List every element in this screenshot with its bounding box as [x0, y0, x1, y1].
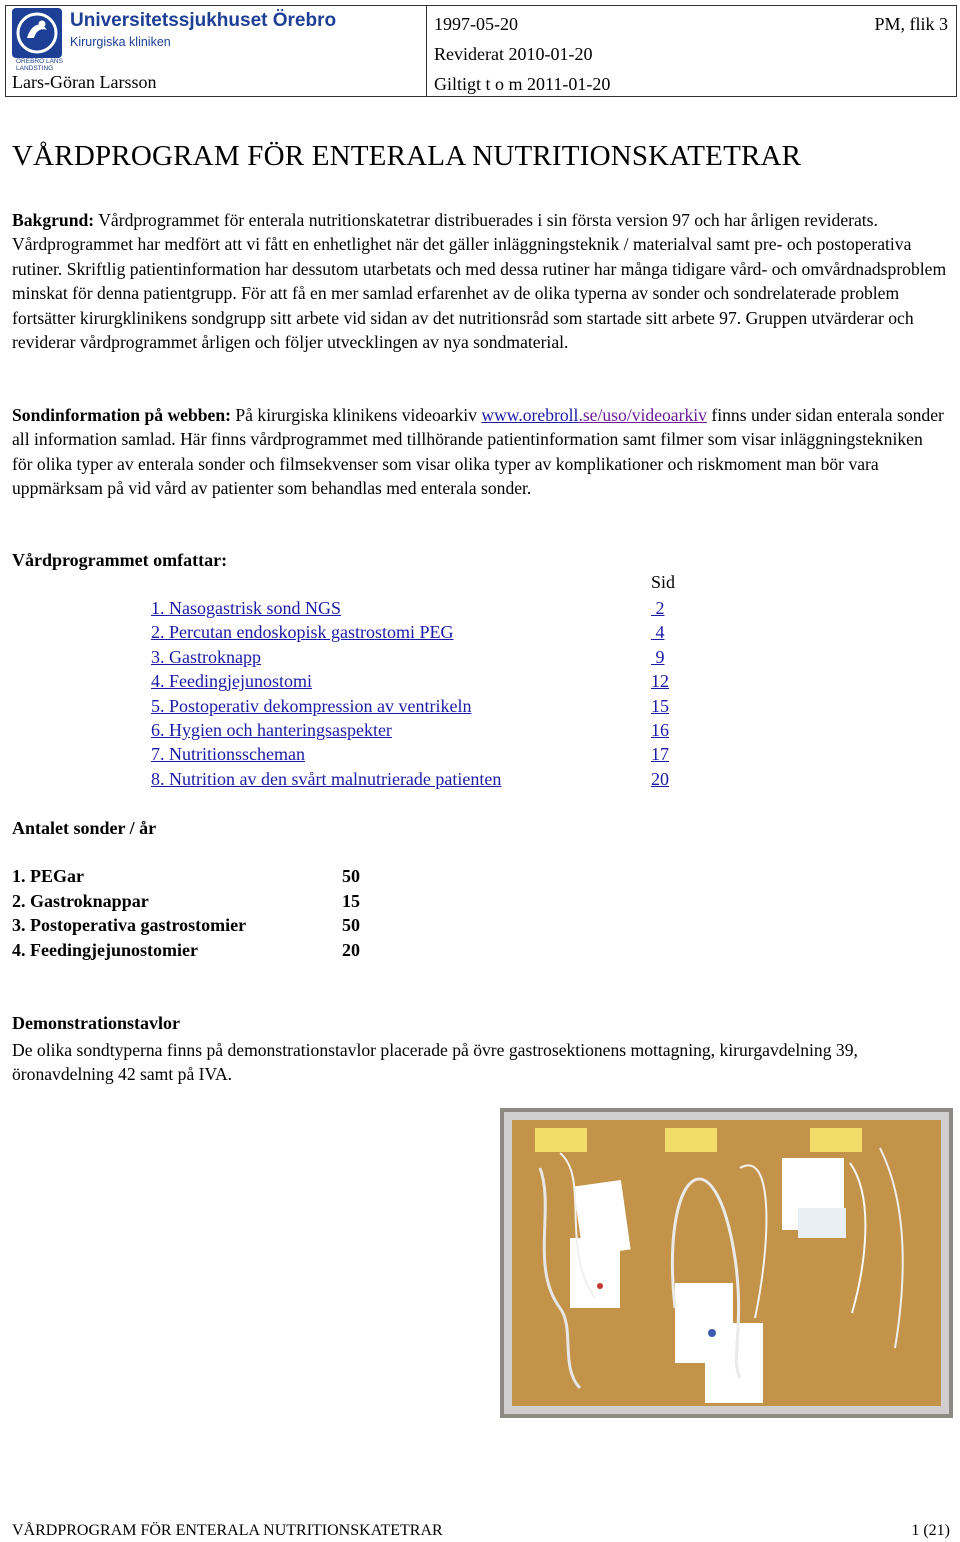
demonstration-board-photo: [500, 1108, 953, 1418]
toc-item-link[interactable]: 2. Percutan endoskopisk gastrostomi PEG: [151, 622, 454, 643]
counts-heading: Antalet sonder / år: [12, 818, 157, 838]
videoarkiv-link-path[interactable]: .se/uso/videoarkiv: [578, 405, 707, 425]
toc-item-page[interactable]: 17: [651, 744, 669, 765]
web-info-label: Sondinformation på webben:: [12, 405, 231, 425]
connector-blue: [708, 1329, 716, 1337]
toc-item[interactable]: [151, 720, 691, 744]
toc-item-page[interactable]: 15: [651, 695, 669, 716]
web-info-text-after: finns under sidan enterala sonder all information samlad. Här finns vårdprogrammet med tillhörande patientinformation samt filmer som visar inläggningstekniken för olika typer av enterala sonder och filmsekvenser som visar olika typer av komplikationer och riskmoment man bör vara uppmärksam på vid vård av patienter som behandlas med enterala sonder.: [12, 405, 944, 499]
toc-item-page[interactable]: 9: [651, 646, 665, 667]
revised-date: Reviderat 2010-01-20: [434, 44, 593, 64]
count-label: 1. PEGar: [12, 866, 84, 886]
toc-item[interactable]: [151, 647, 691, 671]
count-label: 2. Gastroknappar: [12, 890, 149, 911]
count-value: 50: [342, 866, 360, 886]
org-name: Universitetssjukhuset Örebro: [70, 10, 337, 31]
header-divider: [426, 6, 427, 96]
toc-item-link[interactable]: 4. Feedingjejunostomi: [151, 671, 312, 692]
web-info-text-before: På kirurgiska klinikens videoarkiv: [231, 405, 482, 425]
toc-item[interactable]: [151, 696, 691, 720]
demo-heading: Demonstrationstavlor: [12, 1013, 180, 1033]
background-label: Bakgrund:: [12, 210, 95, 230]
footer-page-number: 1 (21): [911, 1522, 950, 1539]
count-row: [12, 891, 412, 916]
toc-item-page[interactable]: 12: [651, 671, 669, 692]
logo-emblem-icon: [12, 8, 62, 58]
toc-item[interactable]: [151, 598, 691, 622]
count-value: 20: [342, 939, 360, 960]
web-info-paragraph: [12, 403, 947, 501]
count-label: 4. Feedingjejunostomier: [12, 939, 198, 960]
toc-item-page[interactable]: 20: [651, 768, 669, 789]
toc-item-link[interactable]: 6. Hygien och hanteringsaspekter: [151, 720, 392, 740]
videoarkiv-link-domain[interactable]: www.orebroll: [481, 405, 579, 425]
footer-title: VÅRDPROGRAM FÖR ENTERALA NUTRITIONSKATETRAR: [12, 1522, 443, 1539]
toc-item-link[interactable]: 5. Postoperativ dekompression av ventrikeln: [151, 695, 472, 716]
count-label: 3. Postoperativa gastrostomier: [12, 915, 247, 935]
toc-item-page[interactable]: 16: [651, 720, 669, 740]
toc-item[interactable]: [151, 622, 691, 646]
count-row: [12, 915, 412, 940]
toc-item-page[interactable]: 2: [651, 598, 665, 618]
toc-item[interactable]: [151, 671, 691, 695]
document-date: 1997-05-20: [434, 14, 518, 34]
toc-item-page[interactable]: 4: [651, 622, 665, 643]
count-value: 15: [342, 890, 360, 911]
connector-red: [597, 1283, 603, 1289]
hospital-logo: [12, 8, 422, 72]
count-value: 50: [342, 915, 360, 935]
document-header: [5, 5, 957, 97]
clinic-name: Kirurgiska kliniken: [70, 35, 171, 49]
toc-item-link[interactable]: 3. Gastroknapp: [151, 646, 261, 667]
landsting-line-2: LANDSTING: [16, 65, 54, 72]
valid-until-date: Giltigt t o m 2011-01-20: [434, 74, 611, 94]
count-row: [12, 866, 412, 891]
toc-page-heading: Sid: [651, 572, 676, 592]
toc-item[interactable]: [151, 769, 691, 793]
landsting-label: [16, 58, 63, 72]
background-text: Vårdprogrammet för enterala nutritionskatetrar distribuerades i sin första version 97 och har årligen reviderats. Vårdprogrammet har medfört att vi fått en enhetlighet när det gäller inläggningsteknik / materialval samt pre- och postoperativa rutiner. Skriftlig patientinformation har dessutom utarbetats och med dessa rutiner har många tidigare vård- och omvårdnadsproblem minskat för denna patientgrupp. För att få en mer samlad erfarenhet av de olika typerna av sonder och sondrelaterade problem fortsätter kirurgklinikens sondgrupp sitt arbete vid sidan av det nutritionsråd som startade sitt arbete 97. Gruppen utvärderar och reviderar vårdprogrammet årligen och följer utvecklingen av nya sondmaterial.: [12, 210, 947, 353]
board-label-right: [810, 1128, 862, 1152]
count-row: [12, 940, 412, 965]
author: Lars-Göran Larsson: [12, 72, 157, 92]
toc-item-link[interactable]: 1. Nasogastrisk sond NGS: [151, 598, 342, 618]
toc-heading: Vårdprogrammet omfattar:: [12, 550, 228, 570]
toc-item-link[interactable]: 7. Nutritionsscheman: [151, 744, 305, 765]
info-sheet-6: [798, 1208, 846, 1238]
landsting-line-1: ÖREBRO LÄNS: [16, 58, 63, 65]
pm-tab-label: PM, flik 3: [874, 14, 948, 34]
page-title: VÅRDPROGRAM FÖR ENTERALA NUTRITIONSKATETRAR: [12, 140, 802, 172]
background-paragraph: [12, 208, 947, 354]
demo-paragraph: De olika sondtyperna finns på demonstrationstavlor placerade på övre gastrosektionens mottagning, kirurgavdelning 39, öronavdelning 42 samt på IVA.: [12, 1040, 858, 1085]
toc-item-link[interactable]: 8. Nutrition av den svårt malnutrierade patienten: [151, 768, 502, 789]
board-label-left: [535, 1128, 587, 1152]
toc-item[interactable]: [151, 744, 691, 768]
board-label-center: [665, 1128, 717, 1152]
